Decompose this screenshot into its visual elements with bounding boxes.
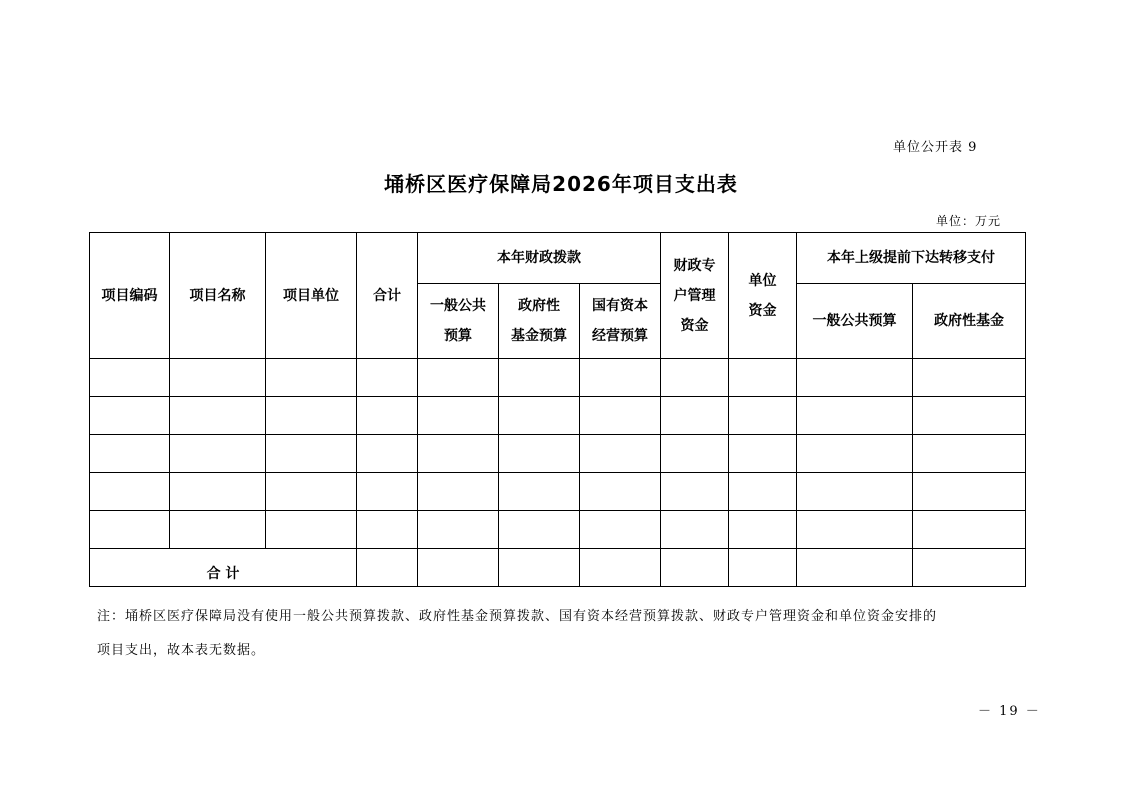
footnote (97, 600, 1027, 668)
table-row (90, 359, 1026, 397)
page-title: 埇桥区医疗保障局2026年项目支出表 (384, 172, 738, 196)
header-own-line1: 单位 (748, 272, 777, 289)
header-general-budget (418, 284, 499, 359)
table-row (90, 511, 1026, 549)
header-unit: 项目单位 (266, 233, 357, 359)
form-number: 单位公开表 9 (893, 140, 978, 155)
header-general-line2: 预算 (444, 328, 472, 344)
header-transfer-general: 一般公共预算 (797, 284, 913, 359)
footnote-line2: 项目支出，故本表无数据。 (97, 643, 266, 658)
table-row (90, 435, 1026, 473)
header-code: 项目编码 (90, 233, 170, 359)
total-label: 合 计 (90, 549, 357, 587)
header-state-line1: 国有资本 (592, 298, 648, 314)
header-current-allocation: 本年财政拨款 (418, 233, 661, 284)
header-fund-line1: 政府性 (518, 298, 560, 314)
page-number: － 19 － (978, 704, 1041, 719)
header-special-account (661, 233, 729, 359)
header-state-line2: 经营预算 (592, 328, 648, 344)
header-general-line1: 一般公共 (430, 298, 486, 314)
header-own-line2: 资金 (748, 302, 777, 319)
header-own-funds (729, 233, 797, 359)
footnote-line1: 注：埇桥区医疗保障局没有使用一般公共预算拨款、政府性基金预算拨款、国有资本经营预算拨款、财政专户管理资金和单位资金安排的 (97, 609, 938, 624)
table-row (90, 473, 1026, 511)
unit-label: 单位：万元 (936, 214, 1002, 228)
header-special-line3: 资金 (680, 317, 709, 334)
header-row-1 (90, 233, 1026, 284)
table-row (90, 397, 1026, 435)
header-transfer-fund: 政府性基金 (913, 284, 1026, 359)
expenditure-table (89, 232, 1026, 587)
header-special-line2: 户管理 (673, 287, 716, 304)
header-name: 项目名称 (170, 233, 266, 359)
header-total: 合计 (357, 233, 418, 359)
header-special-line1: 财政专 (673, 257, 716, 274)
total-row (90, 549, 1026, 587)
header-transfer-payment: 本年上级提前下达转移支付 (797, 233, 1026, 284)
header-fund-line2: 基金预算 (511, 328, 567, 344)
header-fund-budget (499, 284, 580, 359)
header-state-capital-budget (580, 284, 661, 359)
